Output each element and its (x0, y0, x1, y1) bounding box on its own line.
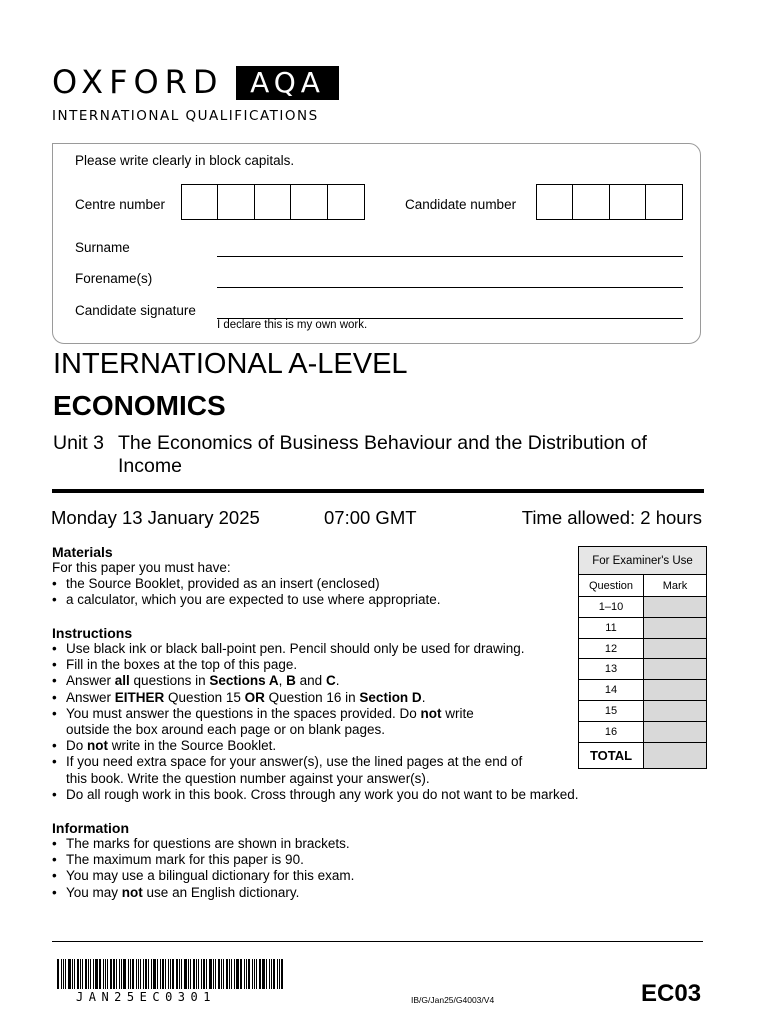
mark-cell (644, 639, 706, 659)
barcode-bar (281, 959, 283, 989)
barcode-bar (88, 959, 89, 989)
barcode-bar (103, 959, 104, 989)
mark-cell (644, 722, 706, 742)
barcode-bar (196, 959, 197, 989)
centre-number-label: Centre number (75, 197, 166, 212)
barcode-bar (223, 959, 224, 989)
barcode-bar (113, 959, 115, 989)
list-item: • Answer all questions in Sections A, B and C. (52, 673, 622, 689)
candidate-number-input[interactable] (536, 184, 683, 220)
barcode-bar (85, 959, 87, 989)
barcode-bar (203, 959, 205, 989)
barcode-bar (165, 959, 166, 989)
barcode-bar (77, 959, 79, 989)
barcode-bar (82, 959, 83, 989)
logo-aqa: AQA (236, 66, 339, 100)
barcode-bar (206, 959, 207, 989)
barcode-bar (168, 959, 169, 989)
candidate-digit-box[interactable] (573, 185, 609, 219)
qualification-level: INTERNATIONAL A-LEVEL (53, 348, 408, 380)
list-item: • a calculator, which you are expected to use where appropriate. (52, 592, 572, 608)
barcode-bar (110, 959, 112, 989)
list-item: • You may use a bilingual dictionary for this exam. (52, 868, 572, 884)
footer-divider (52, 941, 703, 942)
table-row: 11 (579, 618, 706, 639)
paper-code: EC03 (641, 980, 702, 1007)
mark-cell (644, 701, 706, 721)
barcode-bar (252, 959, 253, 989)
question-column-header: Question (579, 575, 644, 596)
subject-title: ECONOMICS (53, 390, 226, 421)
barcode-bar (256, 959, 257, 989)
logo-subtitle: INTERNATIONAL QUALIFICATIONS (52, 108, 319, 124)
barcode-bar (176, 959, 178, 989)
list-item: • You may not use an English dictionary. (52, 885, 572, 901)
barcode-bar (172, 959, 174, 989)
materials-section (52, 544, 572, 609)
surname-label: Surname (75, 240, 130, 255)
forename-label: Forename(s) (75, 271, 153, 286)
time-allowed: Time allowed: 2 hours (521, 507, 702, 528)
barcode-bar (132, 959, 134, 989)
examiner-table-title: For Examiner's Use (579, 547, 706, 575)
barcode-bar (107, 959, 108, 989)
barcode-bar (193, 959, 195, 989)
barcode-bar (68, 959, 71, 989)
materials-intro: For this paper you must have: (52, 560, 231, 575)
barcode-bar (93, 959, 94, 989)
centre-digit-box[interactable] (255, 185, 291, 219)
barcode-bar (61, 959, 62, 989)
materials-list (52, 576, 572, 608)
table-row: 13 (579, 659, 706, 680)
barcode-bar (221, 959, 222, 989)
list-item: • Use black ink or black ball-point pen. Pencil should only be used for drawing. (52, 641, 622, 657)
barcode-bar (105, 959, 106, 989)
barcode-bar (190, 959, 191, 989)
instructions-list (52, 641, 622, 803)
barcode-bar (128, 959, 129, 989)
barcode-bar (246, 959, 247, 989)
barcode-bar (119, 959, 120, 989)
barcode-bar (151, 959, 152, 989)
mark-cell (644, 597, 706, 617)
candidate-number-label: Candidate number (405, 197, 517, 212)
barcode-bar (226, 959, 228, 989)
barcode-bar (130, 959, 131, 989)
barcode-bar (266, 959, 267, 989)
information-heading: Information (52, 820, 129, 836)
barcode-bar (184, 959, 187, 989)
barcode-bar (162, 959, 164, 989)
barcode-bar (140, 959, 141, 989)
barcode-bar (72, 959, 73, 989)
barcode-bar (279, 959, 280, 989)
mark-cell (644, 618, 706, 638)
barcode-bar (121, 959, 122, 989)
barcode-text: JAN25EC0301 (76, 990, 216, 1004)
table-row: 14 (579, 680, 706, 701)
forename-field[interactable] (217, 287, 683, 288)
centre-digit-box[interactable] (218, 185, 254, 219)
list-item: • You must answer the questions in the spaces provided. Do not write outside the box around each page or on blank pages. (52, 706, 622, 738)
barcode-bar (231, 959, 232, 989)
examiner-table-header (579, 575, 706, 597)
declaration-text: I declare this is my own work. (217, 319, 368, 331)
barcode-bar (57, 959, 59, 989)
materials-heading: Materials (52, 544, 113, 560)
barcode-bar (80, 959, 81, 989)
barcode-bar (74, 959, 75, 989)
block-capitals-instruction: Please write clearly in block capitals. (75, 153, 295, 168)
list-item: • The maximum mark for this paper is 90. (52, 852, 572, 868)
barcode-bar (99, 959, 101, 989)
barcode-bar (145, 959, 147, 989)
mark-cell (644, 680, 706, 700)
barcode-bar (95, 959, 98, 989)
instructions-heading: Instructions (52, 625, 133, 641)
title-divider (52, 489, 704, 493)
instructions-section (52, 625, 622, 803)
barcode-bar (269, 959, 270, 989)
barcode-bar (244, 959, 245, 989)
surname-field[interactable] (217, 256, 683, 257)
centre-digit-box[interactable] (291, 185, 327, 219)
barcode-bar (273, 959, 275, 989)
barcode-bar (123, 959, 126, 989)
list-item: • If you need extra space for your answer(s), use the lined pages at the end of this book. Write the question number against your answer(s). (52, 754, 622, 786)
barcode (57, 959, 285, 989)
barcode-bar (138, 959, 140, 989)
list-item: • Fill in the boxes at the top of this page. (52, 657, 622, 673)
barcode-bar (215, 959, 216, 989)
total-row: TOTAL (579, 743, 706, 768)
barcode-bar (218, 959, 220, 989)
barcode-bar (136, 959, 137, 989)
barcode-bar (170, 959, 171, 989)
table-row: 15 (579, 701, 706, 722)
unit-label: Unit 3 (53, 432, 104, 454)
centre-digit-box[interactable] (182, 185, 218, 219)
barcode-bar (188, 959, 189, 989)
barcode-bar (236, 959, 239, 989)
table-row: 12 (579, 639, 706, 660)
mark-column-header: Mark (644, 575, 706, 596)
barcode-bar (179, 959, 180, 989)
barcode-bar (259, 959, 261, 989)
list-item: • Answer EITHER Question 15 OR Question 16 in Section D. (52, 690, 622, 706)
exam-date: Monday 13 January 2025 (51, 507, 260, 528)
barcode-bar (209, 959, 212, 989)
table-row: 16 (579, 722, 706, 743)
examiner-use-table (578, 546, 707, 769)
barcode-bar (153, 959, 156, 989)
barcode-bar (160, 959, 161, 989)
barcode-bar (63, 959, 64, 989)
information-list (52, 836, 572, 901)
list-item: • the Source Booklet, provided as an insert (enclosed) (52, 576, 572, 592)
barcode-bar (65, 959, 66, 989)
barcode-bar (254, 959, 255, 989)
barcode-bar (271, 959, 272, 989)
barcode-bar (181, 959, 182, 989)
barcode-bar (234, 959, 235, 989)
barcode-bar (240, 959, 242, 989)
centre-digit-box[interactable] (328, 185, 364, 219)
barcode-bar (201, 959, 202, 989)
total-mark-cell (644, 743, 706, 768)
candidate-digit-box[interactable] (537, 185, 573, 219)
barcode-bar (90, 959, 91, 989)
barcode-bar (262, 959, 265, 989)
barcode-bar (229, 959, 230, 989)
unit-title: The Economics of Business Behaviour and the Distribution of Income (118, 432, 647, 477)
logo-oxford: OXFORD (52, 63, 224, 101)
signature-label: Candidate signature (75, 303, 196, 318)
mark-cell (644, 659, 706, 679)
list-item: • The marks for questions are shown in brackets. (52, 836, 572, 852)
barcode-bar (143, 959, 144, 989)
exam-time: 07:00 GMT (324, 507, 417, 528)
barcode-bar (148, 959, 149, 989)
barcode-bar (198, 959, 199, 989)
paper-reference: IB/G/Jan25/G4003/V4 (411, 995, 495, 1005)
barcode-bar (157, 959, 158, 989)
table-row: 1–10 (579, 597, 706, 618)
barcode-bar (248, 959, 250, 989)
barcode-bar (277, 959, 278, 989)
list-item: • Do all rough work in this book. Cross through any work you do not want to be marked. (52, 787, 622, 803)
list-item: • Do not write in the Source Booklet. (52, 738, 622, 754)
barcode-bar (116, 959, 117, 989)
information-section (52, 820, 572, 901)
candidate-digit-box[interactable] (646, 185, 682, 219)
candidate-digit-box[interactable] (610, 185, 646, 219)
barcode-bar (213, 959, 214, 989)
centre-number-input[interactable] (181, 184, 365, 220)
